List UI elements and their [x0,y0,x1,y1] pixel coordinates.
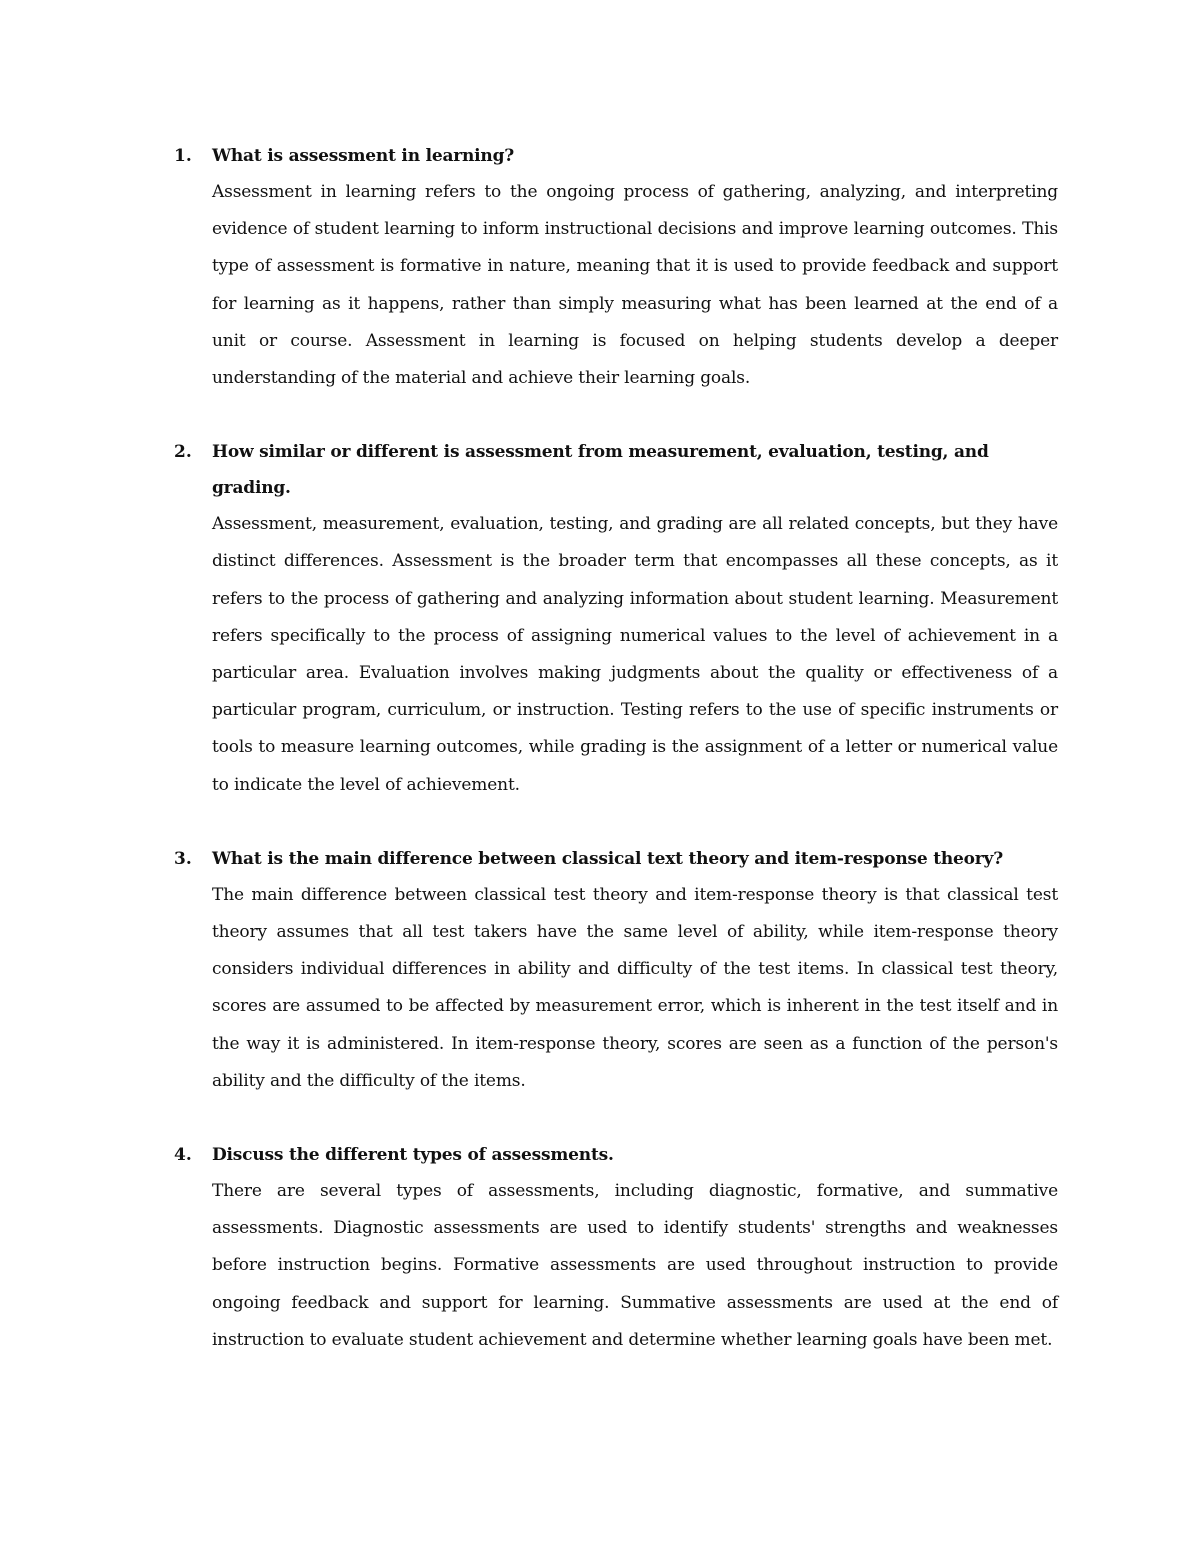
question-item-2 [174,434,1058,804]
answer-paragraph: Assessment, measurement, evaluation, testing, and grading are all related concepts, but they have distinct differences. Assessment is the broader term that encompasses all these concepts, as it refers to the process of gathering and analyzing information about student learning. Measurement refers specifically to the process of assigning numerical values to the level of achievement in a particular area. Evaluation involves making judgments about the quality or effectiveness of a particular program, curriculum, or instruction. Testing refers to the use of specific instruments or tools to measure learning outcomes, while grading is the assignment of a letter or numerical value to indicate the level of achievement. [212,514,1058,795]
question-list [174,138,1058,1396]
answer-paragraph: There are several types of assessments, including diagnostic, formative, and summative assessments. Diagnostic assessments are used to identify students' strengths and weaknesses before instruction begins. Formative assessments are used throughout instruction to provide ongoing feedback and support for learning. Summative assessments are used at the end of instruction to evaluate student achievement and determine whether learning goals have been met. [212,1181,1058,1350]
question-heading: Discuss the different types of assessments. [212,1145,614,1166]
question-item-1 [174,138,1058,397]
question-heading: What is the main difference between classical text theory and item-response theory? [212,848,1003,869]
question-heading: How similar or different is assessment from measurement, evaluation, testing, and grading. [212,442,989,499]
question-number: 3. [174,848,192,869]
question-number: 1. [174,146,192,166]
question-number: 4. [174,1145,192,1166]
question-item-4 [174,1137,1058,1359]
question-item-3 [174,841,1058,1100]
question-heading: What is assessment in learning? [212,146,515,166]
answer-paragraph: The main difference between classical test theory and item-response theory is that classical test theory assumes that all test takers have the same level of ability, while item-response theory considers individual differences in ability and difficulty of the test items. In classical test theory, scores are assumed to be affected by measurement error, which is inherent in the test itself and in the way it is administered. In item-response theory, scores are seen as a function of the person's ability and the difficulty of the items. [212,884,1058,1091]
answer-paragraph: Assessment in learning refers to the ongoing process of gathering, analyzing, and interpreting evidence of student learning to inform instructional decisions and improve learning outcomes. This type of assessment is formative in nature, meaning that it is used to provide feedback and support for learning as it happens, rather than simply measuring what has been learned at the end of a unit or course. Assessment in learning is focused on helping students develop a deeper understanding of the material and achieve their learning goals. [212,182,1058,389]
question-number: 2. [174,442,192,463]
